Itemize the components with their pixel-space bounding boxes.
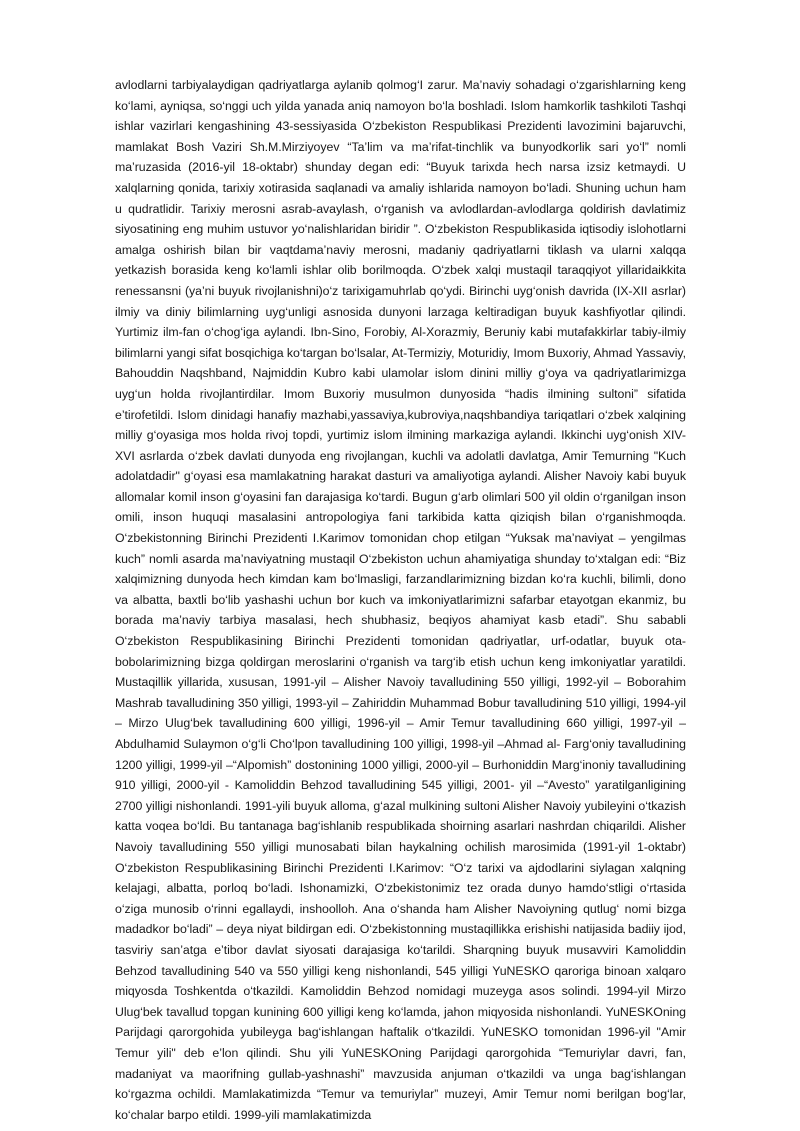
- body-paragraph: avlodlarni tarbiyalaydigan qadriyatlarga aylanib qolmog‘I zarur. Ma’naviy sohadagi o‘zgarishlarning keng ko‘lami, ayniqsa, so‘nggi uch yilda yanada aniq namoyon bo‘la boshladi. Islom hamkorlik tashkiloti Tashqi ishlar vazirlari kengashining 43-sessiyasida O‘zbekiston Respublikasi Prezidenti lavozimini bajaruvchi, mamlakat Bosh Vaziri Sh.M.Mirziyoyev “Ta’lim va ma’rifat-tinchlik va bunyodkorlik sari yo‘l” nomli ma’ruzasida (2016-yil 18-oktabr) shunday degan edi: “Buyuk tarixda hech narsa izsiz ketmaydi. U xalqlarning qonida, tarixiy xotirasida saqlanadi va amaliy ishlarida namoyon bo‘ladi. Shuning uchun ham u qudratlidir. Tarixiy merosni asrab-avaylash, o‘rganish va avlodlardan-avlodlarga qoldirish davlatimiz siyosatining eng muhim ustuvor yo‘nalishlaridan biridir ”. O‘zbekiston Respublikasida iqtisodiy islohotlarni amalga oshirish bilan bir vaqtdama’naviy merosni, madaniy qadriyatlarni tiklash va ularni xalqqa yetkazish borasida keng ko‘lamli ishlar olib borilmoqda. O‘zbek xalqi mustaqil taraqqiyot yillaridaikkita renessansni (ya’ni buyuk rivojlanishni)o‘z tarixigamuhrlab qo‘ydi. Birinchi uyg‘onish davrida (IX-XII asrlar) ilmiy va diniy bilimlarning uyg‘unligi asnosida dunyoni larzaga keltiradigan buyuk kashfiyotlar qilindi. Yurtimiz ilm-fan o‘chog‘iga aylandi. Ibn-Sino, Forobiy, Al-Xorazmiy, Beruniy kabi mutafakkirlar tabiy-ilmiy bilimlarni yangi sifat bosqichiga ko‘targan bo‘lsalar, At-Termiziy, Moturidiy, Imom Buxoriy, Ahmad Yassaviy, Bahouddin Naqshband, Najmiddin Kubro kabi ulamolar islom dinini milliy g‘oya va qadriyatlarimizga uyg‘un holda rivojlantirdilar. Imom Buxoriy musulmon dunyosida “hadis ilmining sultoni” sifatida e’tirofetildi. Islom dinidagi hanafiy mazhabi,yassaviya,kubroviya,naqshbandiya tariqatlari o‘zbek xalqining milliy g‘oyasiga mos holda rivoj topdi, yurtimiz islom ilmining markaziga aylandi. Ikkinchi uyg‘onish XIV-XVI asrlarda o‘zbek davlati dunyoda eng rivojlangan, kuchli va adolatli davlatga, Amir Temurning "Kuch adolatdadir" g‘oyasi esa mamlakatning harakat dasturi va amaliyotiga aylandi. Alisher Navoiy kabi buyuk allomalar komil inson g‘oyasini fan darajasiga ko‘tardi. Bugun g‘arb olimlari 500 yil oldin o‘rganilgan inson omili, inson huquqi masalasini antropologiya fani tarkibida katta qiziqish bilan o‘rganishmoqda. O‘zbekistonning Birinchi Prezidenti I.Karimov tomonidan chop etilgan “Yuksak ma’naviyat – yengilmas kuch” nomli asarda ma’naviyatning mustaqil O‘zbekiston uchun ahamiyatiga shunday to‘xtalgan edi: “Biz xalqimizning dunyoda hech kimdan kam bo‘lmasligi, farzandlarimizning bizdan ko‘ra kuchli, bilimli, dono va albatta, baxtli bo‘lib yashashi uchun bor kuch va imkoniyatlarimizni safarbar etayotgan ekanmiz, bu borada ma’naviy tarbiya masalasi, hech shubhasiz, beqiyos ahamiyat kasb etadi”. Shu sababli O‘zbekiston Respublikasining Birinchi Prezidenti tomonidan qadriyatlar, urf-odatlar, buyuk ota-bobolarimizning bizga qoldirgan meroslarini o‘rganish va targ‘ib etish uchun keng imkoniyatlar yaratildi. Mustaqillik yillarida, xususan, 1991-yil – Alisher Navoiy tavalludining 550 yilligi, 1992-yil – Boborahim Mashrab tavalludining 350 yilligi, 1993-yil – Zahiriddin Muhammad Bobur tavalludining 510 yilligi, 1994-yil – Mirzo Ulug‘bek tavalludining 600 yilligi, 1996-yil – Amir Temur tavalludining 660 yilligi, 1997-yil –Abdulhamid Sulaymon o‘g‘li Cho‘lpon tavalludining 100 yilligi, 1998-yil –Ahmad al- Farg‘oniy tavalludining 1200 yilligi, 1999-yil –“Alpomish” dostonining 1000 yilligi, 2000-yil – Burhoniddin Marg‘inoniy tavalludining 910 yilligi, 2000-yil - Kamoliddin Behzod tavalludining 545 yilligi, 2001- yil –“Avesto” yaratilganligining 2700 yilligi nishonlandi. 1991-yili buyuk alloma, g‘azal mulkining sultoni Alisher Navoiy yubileyini o‘tkazish katta voqea bo‘ldi. Bu tantanaga bag‘ishlanib respublikada shoirning asarlari nashrdan chiqarildi. Alisher Navoiy tavalludining 550 yilligi munosabati bilan haykalning ochilish marosimida (1991-yil 1-oktabr) O‘zbekiston Respublikasining Birinchi Prezidenti I.Karimov: “O‘z tarixi va ajdodlarini siylagan xalqning kelajagi, albatta, porloq bo‘ladi. Ishonamizki, O‘zbekistonimiz tez orada dunyo hamdo‘stligi o‘rtasida o‘ziga munosib o‘rinni egallaydi, inshoolloh. Ana o‘shanda ham Alisher Navoiyning qutlug‘ nomi bizga madadkor bo‘ladi” – deya niyat bildirgan edi. O‘zbekistonning mustaqillikka erishishi natijasida badiiy ijod, tasviriy san’atga e’tibor davlat siyosati darajasiga ko‘tarildi. Sharqning buyuk musavviri Kamoliddin Behzod tavalludining 540 va 550 yilligi keng nishonlandi, 545 yilligi YuNESKO qaroriga binoan xalqaro miqyosda Toshkentda o‘tkazildi. Kamoliddin Behzod nomidagi muzeyga asos solindi. 1994-yil Mirzo Ulug‘bek tavallud topgan kunining 600 yilligi keng ko‘lamda, jahon miqyosida nishonlandi. YuNESKOning Parijdagi qarorgohida yubileyga bag‘ishlangan haftalik o‘tkazildi. YuNESKO tomonidan 1996-yil "Amir Temur yili" deb e’lon qilindi. Shu yili YuNESKOning Parijdagi qarorgohida “Temuriylar davri, fan, madaniyat va maorifning gullab-yashnashi” mavzusida anjuman o‘tkazildi va unga bag‘ishlangan ko‘rgazma ochildi. Mamlakatimizda “Temur va temuriylar” muzeyi, Amir Temur nomi berilgan bog‘lar, ko‘chalar barpo etildi. 1999-yili mamlakatimizda: [115, 78, 686, 1122]
